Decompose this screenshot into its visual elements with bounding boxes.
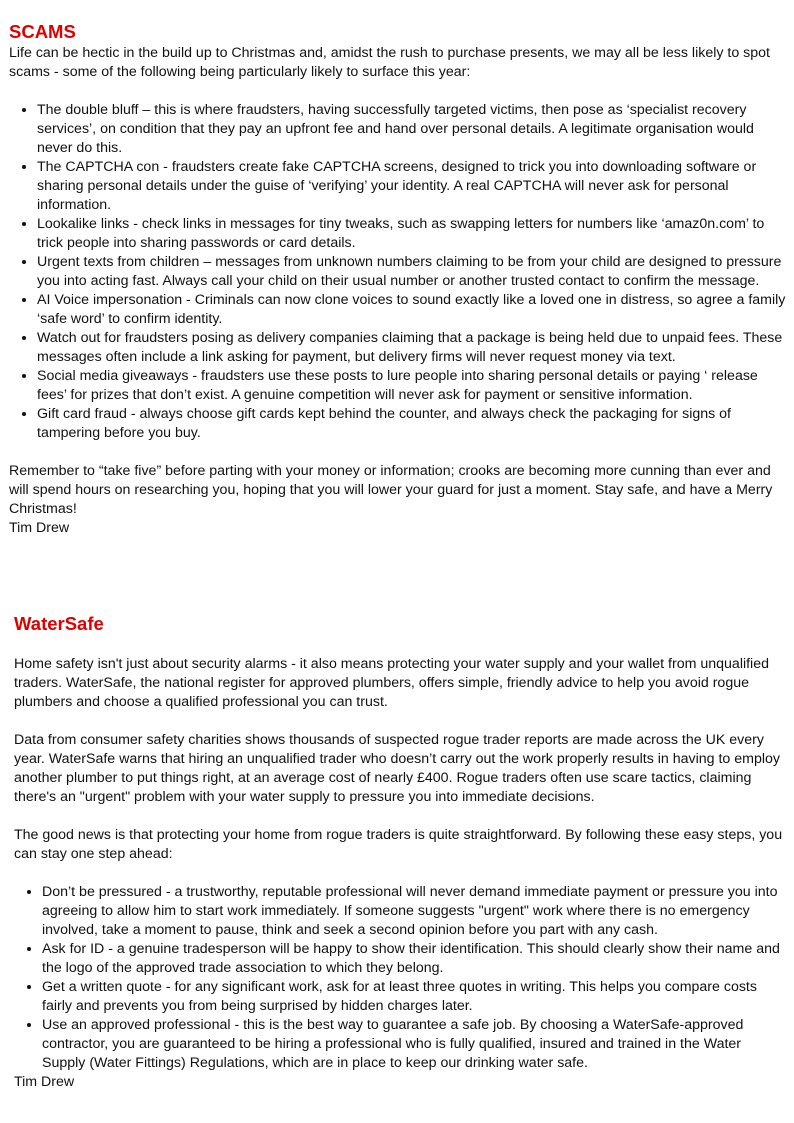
- list-item: • Urgent texts from children – messages from unknown numbers claiming to be from your child are designed to pressure you into acting fast. Always call your child on their usual number or another trusted contact to confirm the message.: [37, 253, 786, 291]
- watersafe-heading: WaterSafe: [14, 613, 104, 634]
- list-item: • Use an approved professional - this is the best way to guarantee a safe job. By choosing a WaterSafe-approved contractor, you are guaranteed to be hiring a professional who is fully qualified, insured and trained in the Water Supply (Water Fittings) Regulations, which are in place to keep our drinking water safe.: [42, 1016, 786, 1073]
- watersafe-list: [14, 883, 786, 1073]
- watersafe-section: [14, 612, 786, 1092]
- list-item: • The double bluff – this is where fraudsters, having successfully targeted victims, then pose as ‘specialist recovery services’, on condition that they pay an upfront fee and hand over personal details. A legitimate organisation would never do this.: [37, 101, 786, 158]
- list-item: • The CAPTCHA con - fraudsters create fake CAPTCHA screens, designed to trick you into downloading software or sharing personal details under the guise of ‘verifying’ your identity. A real CAPTCHA will never ask for personal information.: [37, 158, 786, 215]
- list-item: • Ask for ID - a genuine tradesperson will be happy to show their identification. This should clearly show their name and the logo of the approved trade association to which they belong.: [42, 940, 786, 978]
- list-item: • Social media giveaways - fraudsters use these posts to lure people into sharing personal details or paying ‘ release fees’ for prizes that don’t exist. A genuine competition will never ask for payment or sensitive information.: [37, 367, 786, 405]
- list-item: • AI Voice impersonation - Criminals can now clone voices to sound exactly like a loved one in distress, so agree a family ‘safe word’ to confirm identity.: [37, 291, 786, 329]
- scams-heading: SCAMS: [9, 21, 76, 42]
- watersafe-paragraph-1: Home safety isn't just about security alarms - it also means protecting your water supply and your wallet from unqualified traders. WaterSafe, the national register for approved plumbers, offers simple, friendly advice to help you avoid rogue plumbers and choose a qualified professional you can trust.: [14, 656, 769, 710]
- watersafe-paragraph-2: Data from consumer safety charities shows thousands of suspected rogue trader reports are made across the UK every year. WaterSafe warns that hiring an unqualified trader who doesn’t carry out the work properly results in having to employ another plumber to put things right, at an average cost of nearly £400. Rogue traders often use scare tactics, claiming there's an "urgent" problem with your water supply to pressure you into immediate decisions.: [14, 732, 780, 805]
- list-item: • Watch out for fraudsters posing as delivery companies claiming that a package is being held due to unpaid fees. These messages often include a link asking for payment, but delivery firms will never request money via text.: [37, 329, 786, 367]
- scams-closing: Remember to “take five” before parting with your money or information; crooks are becoming more cunning than ever and will spend hours on researching you, hoping that you will lower your guard for just a moment. Stay safe, and have a Merry Christmas!: [9, 463, 773, 517]
- list-item: • Get a written quote - for any significant work, ask for at least three quotes in writing. This helps you compare costs fairly and prevents you from being surprised by hidden charges later.: [42, 978, 786, 1016]
- watersafe-paragraph-3: The good news is that protecting your home from rogue traders is quite straightforward. By following these easy steps, you can stay one step ahead:: [14, 827, 783, 862]
- scams-intro: Life can be hectic in the build up to Christmas and, amidst the rush to purchase presents, we may all be less likely to spot scams - some of the following being particularly likely to surface this year:: [9, 45, 770, 80]
- scams-list: [9, 101, 786, 443]
- list-item: • Don’t be pressured - a trustworthy, reputable professional will never demand immediate payment or pressure you into agreeing to allow him to start work immediately. If someone suggests "urgent" work where there is no emergency involved, take a moment to pause, think and seek a second opinion before you part with any cash.: [42, 883, 786, 940]
- watersafe-author: Tim Drew: [14, 1074, 75, 1090]
- list-item: • Gift card fraud - always choose gift cards kept behind the counter, and always check the packaging for signs of tampering before you buy.: [37, 405, 786, 443]
- scams-author: Tim Drew: [9, 520, 70, 536]
- list-item: • Lookalike links - check links in messages for tiny tweaks, such as swapping letters for numbers like ‘amaz0n.com’ to trick people into sharing passwords or card details.: [37, 215, 786, 253]
- scams-section: [9, 20, 786, 538]
